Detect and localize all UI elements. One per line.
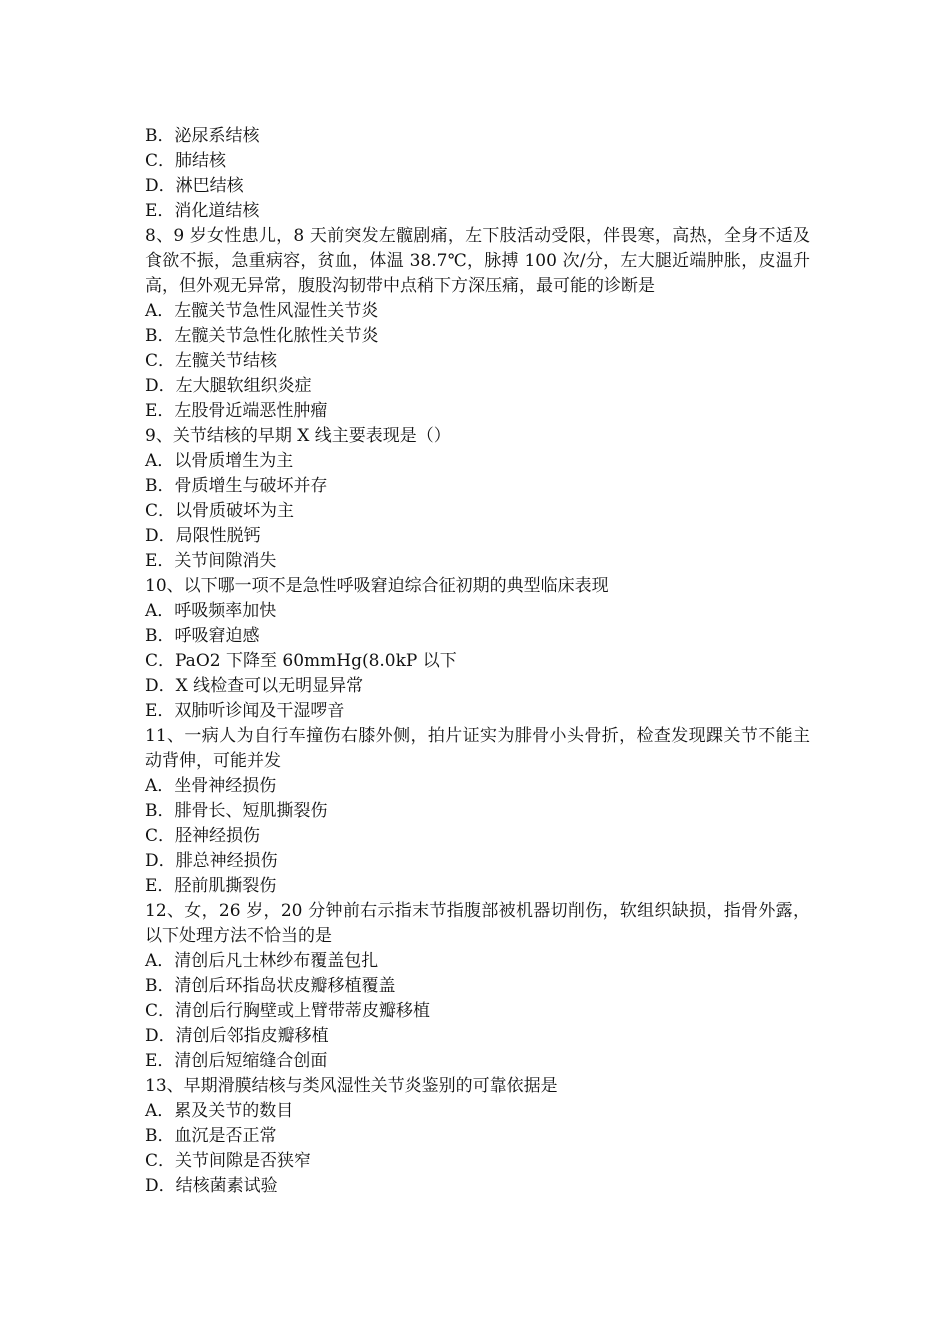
option-line: C．关节间隙是否狭窄: [145, 1151, 312, 1171]
option-line: A．呼吸频率加快: [145, 601, 277, 621]
option-line: C．肺结核: [145, 151, 227, 171]
question-8: 8、9 岁女性患儿，8 天前突发左髋剧痛，左下肢活动受限，伴畏寒，高热，全身不适及食欲不振，急重病容，贫血，体温 38.7℃，脉搏 100 次/分，左大腿近端肿胀，皮温升高，但外观无异常，腹股沟韧带中点稍下方深压痛，最可能的诊断是: [145, 226, 810, 296]
option-line: E．清创后短缩缝合创面: [145, 1051, 328, 1071]
option-line: C．清创后行胸壁或上臂带蒂皮瓣移植: [145, 1001, 431, 1021]
option-line: D．X 线检查可以无明显异常: [145, 676, 364, 696]
option-line: C．以骨质破坏为主: [145, 501, 295, 521]
option-line: C．左髋关节结核: [145, 351, 278, 371]
option-line: C．胫神经损伤: [145, 826, 261, 846]
question-12: 12、女，26 岁，20 分钟前右示指末节指腹部被机器切削伤，软组织缺损，指骨外露，以下处理方法不恰当的是: [145, 901, 810, 946]
option-line: E．胫前肌撕裂伤: [145, 876, 277, 896]
option-line: B．腓骨长、短肌撕裂伤: [145, 801, 328, 821]
option-line: B．呼吸窘迫感: [145, 626, 260, 646]
option-line: B．清创后环指岛状皮瓣移植覆盖: [145, 976, 396, 996]
option-line: A．坐骨神经损伤: [145, 776, 277, 796]
option-line: E．关节间隙消失: [145, 551, 277, 571]
option-line: B．骨质增生与破坏并存: [145, 476, 328, 496]
option-line: E．双肺听诊闻及干湿啰音: [145, 701, 345, 721]
option-line: D．左大腿软组织炎症: [145, 376, 312, 396]
question-11: 11、一病人为自行车撞伤右膝外侧，拍片证实为腓骨小头骨折，检查发现踝关节不能主动背伸，可能并发: [145, 726, 810, 771]
option-line: A．左髋关节急性风湿性关节炎: [145, 301, 379, 321]
option-line: D．结核菌素试验: [145, 1176, 278, 1196]
question-9: 9、关节结核的早期 X 线主要表现是（）: [145, 426, 451, 446]
option-line: E．消化道结核: [145, 201, 260, 221]
option-line: C．PaO2 下降至 60mmHg(8.0kP 以下: [145, 651, 457, 671]
option-line: B．泌尿系结核: [145, 126, 260, 146]
option-line: D．局限性脱钙: [145, 526, 261, 546]
option-line: B．血沉是否正常: [145, 1126, 277, 1146]
option-line: E．左股骨近端恶性肿瘤: [145, 401, 328, 421]
option-line: A．清创后凡士林纱布覆盖包扎: [145, 951, 379, 971]
document-page: [145, 124, 810, 1199]
option-line: D．腓总神经损伤: [145, 851, 278, 871]
option-line: A．累及关节的数目: [145, 1101, 294, 1121]
option-line: A．以骨质增生为主: [145, 451, 294, 471]
question-10: 10、以下哪一项不是急性呼吸窘迫综合征初期的典型临床表现: [145, 576, 609, 596]
option-line: D．淋巴结核: [145, 176, 244, 196]
option-line: D．清创后邻指皮瓣移植: [145, 1026, 329, 1046]
question-13: 13、早期滑膜结核与类风湿性关节炎鉴别的可靠依据是: [145, 1076, 558, 1096]
option-line: B．左髋关节急性化脓性关节炎: [145, 326, 379, 346]
